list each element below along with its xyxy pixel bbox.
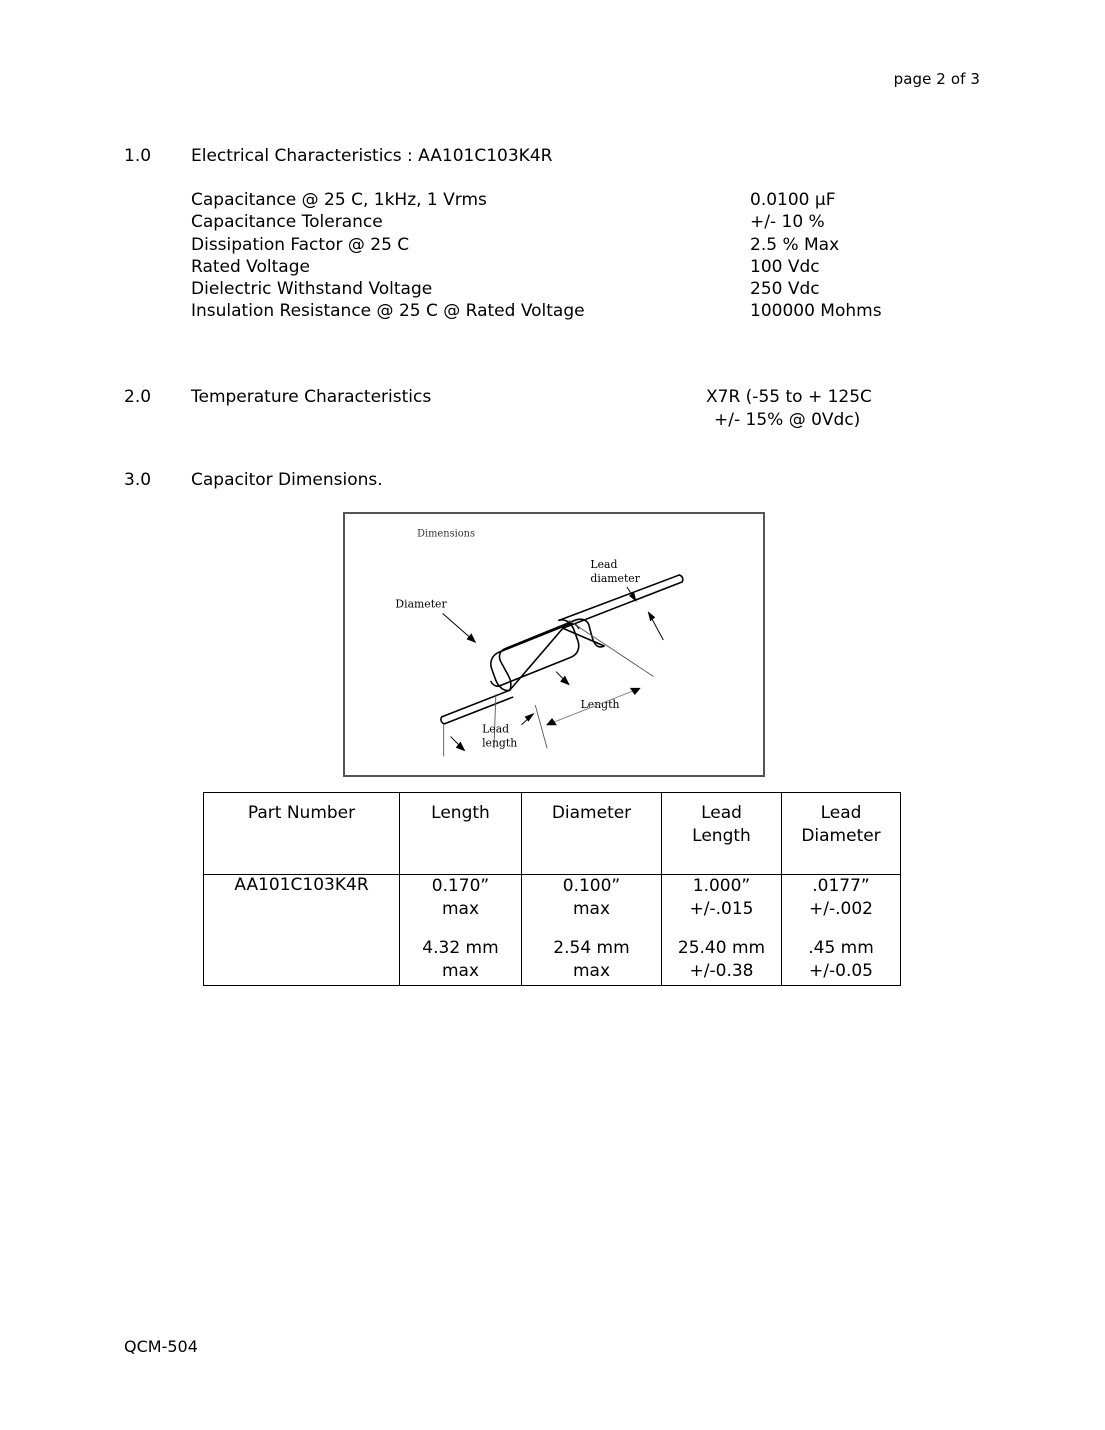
section-number-1: 1.0 (124, 146, 152, 166)
section-title-3: Capacitor Dimensions. (191, 470, 383, 490)
table-header-diameter (522, 793, 662, 875)
value-inch-line-1: 0.170” (431, 876, 490, 896)
cell-lead-diameter (782, 875, 901, 986)
spec-value: 100 Vdc (750, 256, 820, 277)
value-inch-line-1: 0.100” (562, 876, 621, 896)
header-line-1: Diameter (551, 803, 632, 823)
cell-part-number: AA101C103K4R (204, 875, 400, 986)
value-mm-line-1: .45 mm (808, 938, 874, 959)
temperature-value-line-2: +/- 15% @ 0Vdc) (714, 410, 861, 430)
document-code-footer: QCM-504 (124, 1337, 198, 1356)
value-mm-line-2: max (441, 960, 480, 981)
figure-label-lead-diameter-1: Lead (590, 558, 618, 572)
spec-row (0, 235, 1105, 257)
spec-label: Dissipation Factor @ 25 C (191, 234, 410, 255)
length-dimension-line (547, 688, 640, 724)
figure-label-length: Length (580, 698, 620, 712)
section-title-1: Electrical Characteristics : AA101C103K4R (191, 146, 553, 166)
figure-label-lead-length-2: length (482, 736, 518, 750)
spec-row (0, 190, 1105, 212)
figure-label-lead-diameter-2: diameter (590, 571, 640, 585)
table-header-row (204, 793, 901, 875)
lead-diameter-leader-line (627, 587, 663, 640)
section-number-2: 2.0 (124, 387, 152, 407)
capacitor-dimensions-table (203, 792, 901, 986)
spec-value: 250 Vdc (750, 279, 820, 300)
value-spacer (782, 920, 900, 937)
header-line-2: Diameter (801, 825, 881, 846)
value-mm-line-2: max (572, 960, 611, 981)
cell-lead-length (662, 875, 782, 986)
value-inch-line-2: +/-.002 (809, 898, 873, 919)
value-mm-line-2: +/-0.38 (689, 960, 754, 981)
header-line-1: Lead (820, 803, 862, 823)
table-row (204, 875, 901, 986)
spec-row (0, 279, 1105, 301)
spec-value: 0.0100 µF (750, 190, 836, 210)
value-mm-line-1: 25.40 mm (677, 938, 766, 959)
diameter-leader-line (443, 613, 476, 642)
table-header-part-number (204, 793, 400, 875)
spec-value: 100000 Mohms (750, 301, 882, 322)
spec-label: Capacitance @ 25 C, 1kHz, 1 Vrms (191, 190, 487, 210)
figure-caption-text: Dimensions (417, 528, 476, 540)
capacitor-body-drawing (441, 575, 683, 724)
value-mm-line-2: +/-0.05 (809, 960, 873, 981)
spec-value: +/- 10 % (750, 212, 825, 233)
value-mm-line-1: 2.54 mm (553, 938, 630, 959)
page-indicator: page 2 of 3 (893, 70, 980, 88)
figure-label-diameter: Diameter (395, 597, 447, 611)
figure-label-lead-length-1: Lead (482, 722, 510, 736)
section-number-3: 3.0 (124, 470, 152, 490)
value-mm-line-1: 4.32 mm (422, 938, 499, 959)
header-line-1: Part Number (247, 803, 356, 823)
value-inch-line-2: max (572, 898, 611, 919)
spec-label: Insulation Resistance @ 25 C @ Rated Voltage (191, 301, 585, 322)
value-inch-line-1: .0177” (812, 876, 870, 896)
electrical-spec-list (0, 190, 1105, 324)
spec-row (0, 212, 1105, 234)
spec-row (0, 301, 1105, 323)
spec-label: Dielectric Withstand Voltage (191, 279, 433, 300)
temperature-value-line-1: X7R (-55 to + 125C (706, 387, 872, 407)
spec-label: Capacitance Tolerance (191, 212, 383, 233)
spec-row (0, 257, 1105, 279)
value-spacer (400, 920, 521, 937)
capacitor-dimensions-figure (343, 512, 765, 777)
header-line-1: Length (431, 803, 490, 823)
value-spacer (662, 920, 781, 937)
header-line-1: Lead (701, 803, 742, 823)
table-header-lead-length (662, 793, 782, 875)
header-line-2: Length (692, 825, 751, 846)
spec-label: Rated Voltage (191, 256, 310, 277)
value-inch-line-2: max (441, 898, 480, 919)
table-header-length (400, 793, 522, 875)
value-spacer (522, 920, 661, 937)
length-extension-lines (494, 620, 654, 748)
spec-value: 2.5 % Max (750, 234, 840, 255)
cell-length (400, 875, 522, 986)
section-title-2: Temperature Characteristics (191, 387, 432, 407)
value-inch-line-2: +/-.015 (689, 898, 754, 919)
value-inch-line-1: 1.000” (692, 876, 751, 896)
cell-diameter (522, 875, 662, 986)
table-header-lead-diameter (782, 793, 901, 875)
